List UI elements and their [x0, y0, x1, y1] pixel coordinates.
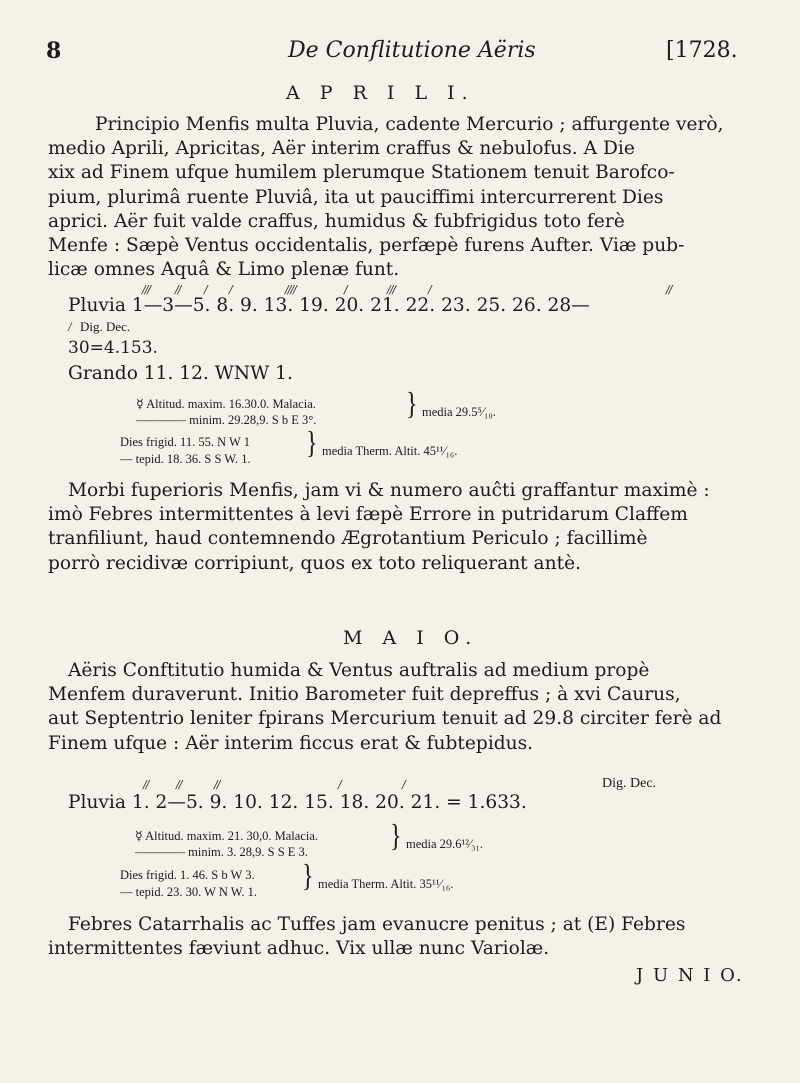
febres-paragraph	[48, 913, 758, 961]
aprili-pluvia-line: Pluvia 1—3—5. 8. 9. 13. 19. 20. 21. 22. 23. 25. 26. 28—	[68, 295, 590, 316]
altitud-min: ———— minim. 3. 28,9. S S E 3.	[135, 845, 308, 859]
rain-mark: /	[344, 283, 347, 296]
grando-line: Grando 11. 12. WNW 1.	[68, 363, 293, 384]
text-line: licæ omnes Aquâ & Limo plenæ funt.	[48, 259, 400, 281]
text-line: Menfem duraverunt. Initio Barometer fuit depreffus ; à xvi Caurus,	[48, 684, 681, 706]
dies-frigid: Dies frigid. 11. 55. N W 1	[120, 435, 250, 449]
rain-mark: /	[428, 283, 431, 296]
text-line: Morbi fuperioris Menfis, jam vi & numero auĉti graffantur maximè :	[68, 480, 710, 501]
rain-mark: ////	[285, 283, 296, 296]
dies-tepid: — tepid. 18. 36. S S W. 1.	[120, 452, 251, 466]
rain-mark: //	[214, 778, 220, 791]
dig-dec-label: Dig. Dec.	[602, 776, 657, 791]
rain-mark: //	[143, 778, 149, 791]
text-line: aprici. Aër fuit valde craffus, humidus & fubfrigidus toto ferè	[48, 210, 625, 232]
therm-media: media Therm. Altit. 35¹¹⁄₁₆.	[318, 877, 454, 891]
text-line: Febres Catarrhalis ac Tuffes jam evanucre penitus ; at (E) Febres	[68, 914, 686, 935]
altitud-max: ☿ Altitud. maxim. 16.30.0. Malacia.	[136, 397, 316, 411]
morbi-paragraph	[48, 479, 758, 576]
text-line: Menfe : Sæpè Ventus occidentalis, perfæpè furens Aufter. Viæ pub-	[48, 235, 685, 257]
text-line: Aëris Conftitutio humida & Ventus auftralis ad medium propè	[68, 660, 650, 681]
maio-paragraph	[48, 659, 758, 756]
rain-mark: /	[229, 283, 232, 296]
text-line: Finem ufque : Aër interim ficcus erat & fubtepidus.	[48, 732, 534, 754]
text-line: intermittentes fæviunt adhuc. Vix ullæ nunc Variolæ.	[48, 938, 550, 960]
therm-media: media Therm. Altit. 45¹¹⁄₁₆.	[322, 444, 458, 458]
text-line: medio Aprili, Apricitas, Aër interim craffus & nebulofus. A Die	[48, 138, 635, 160]
aprili-paragraph	[48, 113, 758, 282]
section-heading-maio: M A I O.	[343, 627, 479, 649]
catchword: J U N I O.	[636, 965, 744, 986]
rain-mark: /	[204, 283, 207, 296]
dig-dec-label: Dig. Dec.	[80, 319, 131, 334]
rain-mark: /	[338, 778, 341, 791]
altitud-media: media 29.5⁵⁄₁₀.	[422, 405, 496, 419]
brace: }	[302, 859, 314, 894]
rain-mark: /	[402, 778, 405, 791]
brace: }	[390, 819, 402, 854]
brace: }	[406, 387, 418, 422]
rain-mark: //	[666, 283, 672, 296]
dies-tepid: — tepid. 23. 30. W N W. 1.	[120, 885, 258, 899]
dies-frigid: Dies frigid. 1. 46. S b W 3.	[120, 868, 255, 882]
text-line: xix ad Finem ufque humilem plerumque Stationem tenuit Barofco-	[48, 162, 675, 184]
text-line: aut Septentrio leniter fpirans Mercurium tenuit ad 29.8 circiter ferè ad	[48, 708, 722, 730]
altitud-min: ———— minim. 29.28,9. S b E 3°.	[136, 413, 317, 427]
text-line: tranfiliunt, haud contemnendo Ægrotantium Periculo ; facillimè	[48, 528, 648, 550]
text-line: porrò recidivæ corripiunt, quos ex toto reliquerant antè.	[48, 552, 582, 574]
rain-mark: //	[176, 778, 182, 791]
rain-mark: //	[175, 283, 181, 296]
text-line: imò Febres intermittentes à levi fæpè Errore in putridarum Claffem	[48, 504, 688, 526]
section-heading-aprili: A P R I L I.	[286, 82, 475, 104]
altitud-media: media 29.6¹²⁄₃₁.	[406, 837, 483, 851]
text-line: Principio Menfis multa Pluvia, cadente Mercurio ; affurgente verò,	[95, 114, 724, 135]
text-line: pium, plurimâ ruente Pluviâ, ita ut pauciffimi intercurrerent Dies	[48, 186, 664, 208]
page-year: [1728.	[666, 38, 738, 63]
rain-mark: ///	[387, 283, 396, 296]
altitud-max: ☿ Altitud. maxim. 21. 30,0. Malacia.	[135, 829, 318, 843]
page-number: 8	[46, 38, 62, 64]
running-title: De Conflitutione Aëris	[288, 38, 536, 63]
brace: }	[306, 426, 318, 461]
dig-value: 30=4.153.	[68, 338, 158, 358]
maio-pluvia-line: Pluvia 1. 2—5. 9. 10. 12. 15. 18. 20. 21. = 1.633.	[68, 792, 527, 813]
rain-mark: ///	[142, 283, 151, 296]
dig-mark: /	[68, 320, 72, 334]
